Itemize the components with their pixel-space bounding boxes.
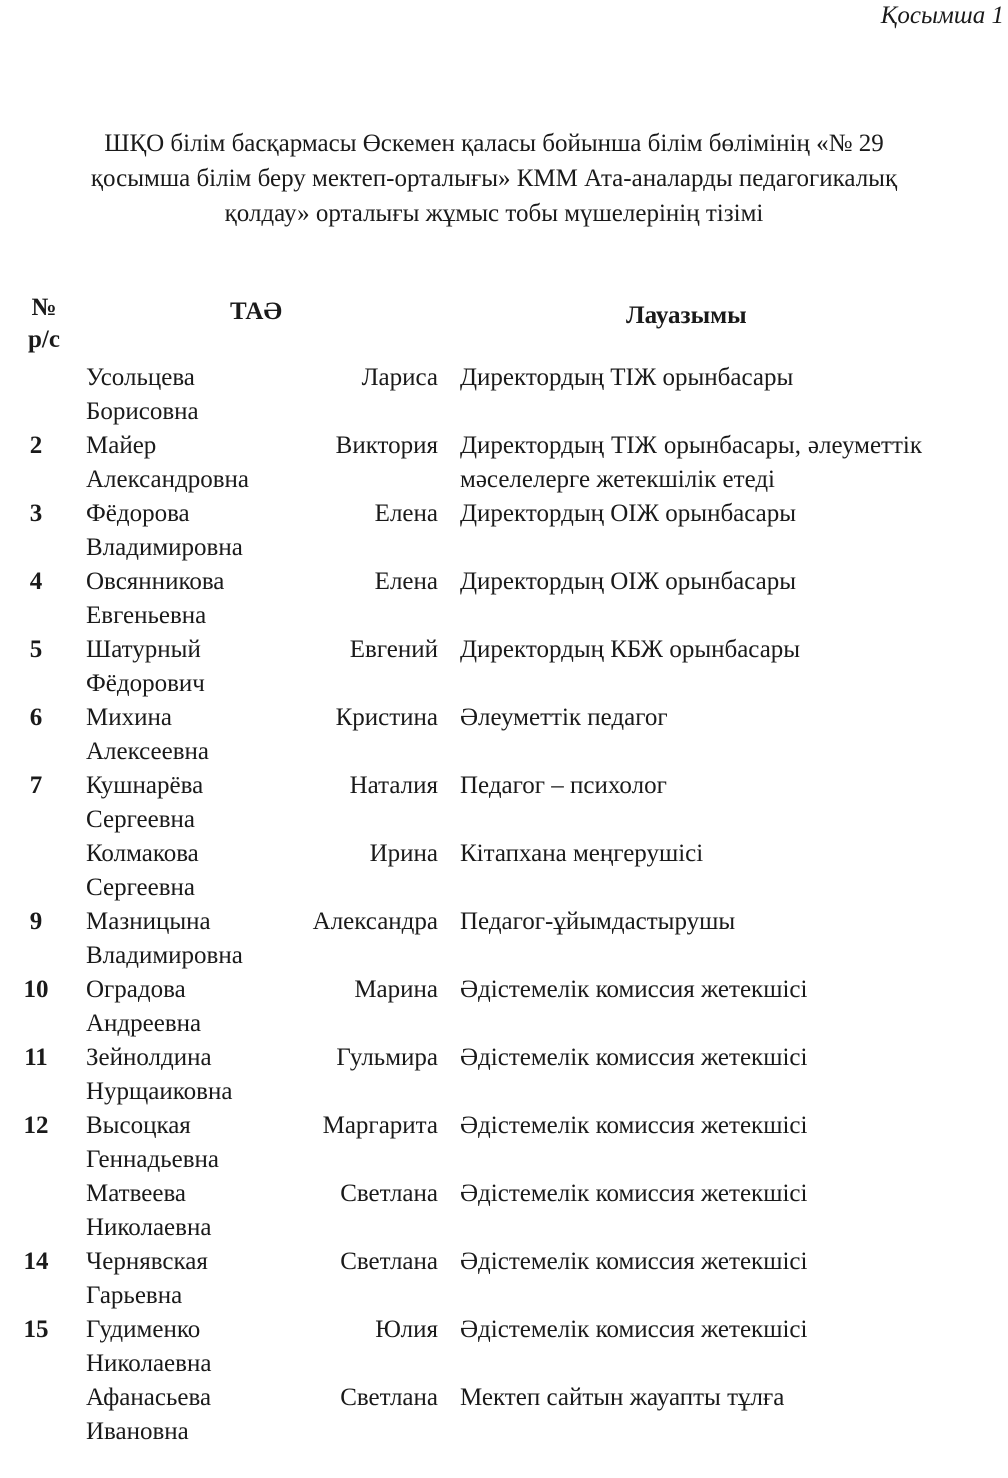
patronymic: Геннадьевна — [86, 1146, 219, 1173]
table-row — [0, 1109, 1008, 1177]
document-title — [0, 126, 994, 231]
name-line — [86, 429, 438, 463]
surname: Оградова — [86, 976, 186, 1003]
first-name: Виктория — [335, 432, 438, 459]
row-number: 4 — [29, 568, 43, 595]
member-position: Директордың КБЖ орынбасары — [460, 636, 801, 663]
appendix-label: Қосымша 1 — [880, 2, 1004, 29]
name-line — [86, 973, 438, 1007]
surname: Шатурный — [86, 636, 201, 663]
surname: Фёдорова — [86, 500, 190, 527]
patronymic: Ивановна — [86, 1418, 189, 1445]
member-position: Әдістемелік комиссия жетекшісі — [460, 1112, 808, 1139]
header-number: № р/с — [28, 294, 60, 353]
row-number: 7 — [29, 772, 43, 799]
first-name: Наталия — [349, 772, 438, 799]
member-position: Әдістемелік комиссия жетекшісі — [460, 1248, 808, 1275]
member-name — [56, 361, 438, 429]
first-name: Гульмира — [336, 1044, 438, 1071]
surname: Гудименко — [86, 1316, 201, 1343]
name-line — [86, 1177, 438, 1211]
member-name — [56, 429, 438, 497]
first-name: Светлана — [340, 1248, 438, 1275]
patronymic: Владимировна — [86, 942, 243, 969]
member-position: Директордың ТІЖ орынбасары — [460, 364, 794, 391]
row-number — [0, 1381, 56, 1449]
first-name: Лариса — [361, 364, 438, 391]
row-number: 11 — [24, 1044, 48, 1071]
member-name — [56, 1041, 438, 1109]
name-line — [86, 1109, 438, 1143]
member-position: Кітапхана меңгерушісі — [460, 840, 704, 867]
surname: Чернявская — [86, 1248, 208, 1275]
member-position: Мектеп сайтын жауапты тұлға — [460, 1384, 785, 1411]
surname: Майер — [86, 432, 157, 459]
name-line — [86, 1381, 438, 1415]
table-row — [0, 973, 1008, 1041]
name-line — [86, 565, 438, 599]
first-name: Елена — [374, 568, 438, 595]
member-name — [56, 1109, 438, 1177]
row-number: 6 — [29, 704, 43, 731]
name-line — [86, 905, 438, 939]
name-line — [86, 497, 438, 531]
patronymic: Андреевна — [86, 1010, 202, 1037]
row-number: 10 — [23, 976, 49, 1003]
member-name — [56, 1245, 438, 1313]
member-position: Директордың ОІЖ орынбасары — [460, 500, 797, 527]
first-name: Маргарита — [322, 1112, 438, 1139]
title-line: ШҚО білім басқармасы Өскемен қаласы бойынша білім бөлімінің «№ 29 — [104, 130, 884, 157]
member-position: Әдістемелік комиссия жетекшісі — [460, 1044, 808, 1071]
row-number: 5 — [29, 636, 43, 663]
title-line: қосымша білім беру мектеп-орталығы» КММ Ата-аналарды педагогикалық — [90, 165, 898, 192]
member-name — [56, 633, 438, 701]
patronymic: Гарьевна — [86, 1282, 183, 1309]
header-position: Лауазымы — [626, 302, 747, 329]
member-position: Педагог-ұйымдастырушы — [460, 908, 736, 935]
name-line — [86, 633, 438, 667]
member-position: Әдістемелік комиссия жетекшісі — [460, 1316, 808, 1343]
member-name — [56, 1177, 438, 1245]
first-name: Александра — [312, 908, 438, 935]
surname: Афанасьева — [86, 1384, 212, 1411]
name-line — [86, 1313, 438, 1347]
row-number: 15 — [23, 1316, 49, 1343]
member-name — [56, 701, 438, 769]
surname: Зейнолдина — [86, 1044, 212, 1071]
first-name: Елена — [374, 500, 438, 527]
table-row — [0, 633, 1008, 701]
member-name — [56, 973, 438, 1041]
surname: Овсянникова — [86, 568, 225, 595]
first-name: Светлана — [340, 1180, 438, 1207]
patronymic: Алексеевна — [86, 738, 210, 765]
name-line — [86, 1041, 438, 1075]
table-row — [0, 497, 1008, 565]
member-position: Директордың ОІЖ орынбасары — [460, 568, 797, 595]
table-row — [0, 701, 1008, 769]
table-row — [0, 1041, 1008, 1109]
first-name: Марина — [354, 976, 438, 1003]
header-name: ТАӘ — [230, 298, 282, 325]
table-row — [0, 1313, 1008, 1381]
member-position: Педагог – психолог — [460, 772, 667, 799]
surname: Кушнарёва — [86, 772, 204, 799]
table-row — [0, 905, 1008, 973]
table-row — [0, 429, 1008, 497]
patronymic: Николаевна — [86, 1350, 212, 1377]
member-name — [56, 1381, 438, 1449]
table-row — [0, 565, 1008, 633]
patronymic: Александровна — [86, 466, 250, 493]
patronymic: Нурщаиковна — [86, 1078, 233, 1105]
patronymic: Сергеевна — [86, 806, 195, 833]
member-position: Директордың ТІЖ орынбасары, әлеуметтік мәселелерге жетекшілік етеді — [460, 432, 922, 493]
patronymic: Владимировна — [86, 534, 243, 561]
surname: Мазницына — [86, 908, 211, 935]
surname: Усольцева — [86, 364, 195, 391]
table-row — [0, 837, 1008, 905]
member-position: Әлеуметтік педагог — [460, 704, 668, 731]
patronymic: Фёдорович — [86, 670, 205, 697]
name-line — [86, 769, 438, 803]
table-row — [0, 769, 1008, 837]
patronymic: Сергеевна — [86, 874, 195, 901]
member-name — [56, 1313, 438, 1381]
surname: Высоцкая — [86, 1112, 191, 1139]
row-number: 12 — [23, 1112, 49, 1139]
surname: Колмакова — [86, 840, 199, 867]
row-number: 9 — [29, 908, 43, 935]
title-line: қолдау» орталығы жұмыс тобы мүшелерінің тізімі — [224, 200, 764, 227]
patronymic: Борисовна — [86, 398, 199, 425]
patronymic: Николаевна — [86, 1214, 212, 1241]
row-number — [0, 1177, 56, 1245]
members-table — [0, 361, 1008, 1449]
member-name — [56, 565, 438, 633]
first-name: Юлия — [375, 1316, 438, 1343]
first-name: Светлана — [340, 1384, 438, 1411]
name-line — [86, 837, 438, 871]
surname: Михина — [86, 704, 172, 731]
name-line — [86, 361, 438, 395]
patronymic: Евгеньевна — [86, 602, 207, 629]
name-line — [86, 701, 438, 735]
table-row — [0, 1245, 1008, 1313]
row-number — [0, 837, 56, 905]
member-name — [56, 905, 438, 973]
name-line — [86, 1245, 438, 1279]
table-row — [0, 1177, 1008, 1245]
member-position: Әдістемелік комиссия жетекшісі — [460, 1180, 808, 1207]
row-number: 2 — [29, 432, 43, 459]
row-number — [0, 361, 56, 429]
member-position: Әдістемелік комиссия жетекшісі — [460, 976, 808, 1003]
member-name — [56, 837, 438, 905]
table-row — [0, 361, 1008, 429]
surname: Матвеева — [86, 1180, 187, 1207]
first-name: Ирина — [369, 840, 438, 867]
member-name — [56, 497, 438, 565]
row-number: 14 — [23, 1248, 49, 1275]
table-row — [0, 1381, 1008, 1449]
member-name — [56, 769, 438, 837]
first-name: Кристина — [335, 704, 438, 731]
first-name: Евгений — [349, 636, 438, 663]
row-number: 3 — [29, 500, 43, 527]
